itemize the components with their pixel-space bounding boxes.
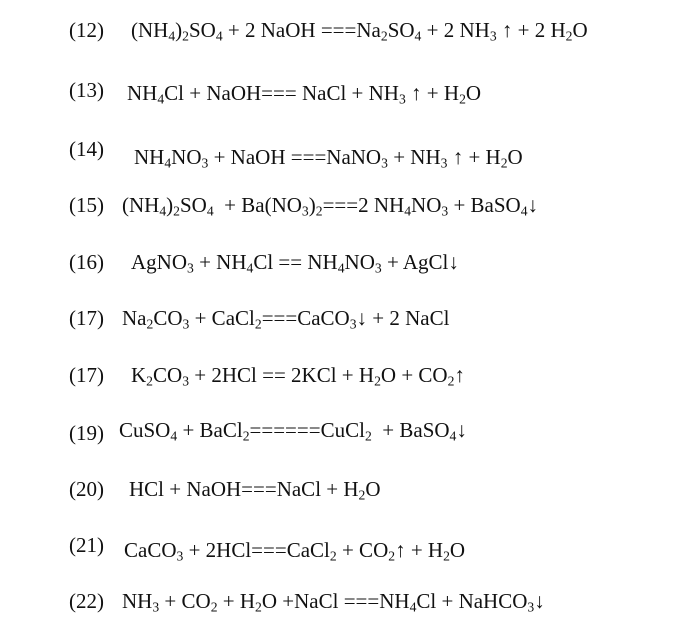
equation-text: $NH_3 + CO_2 + H_2O$ +NaCl $===NH_4Cl$ + NaHCO$_3$↓	[122, 589, 545, 615]
equation-number: (12)	[69, 18, 104, 42]
equation-text: $K_2CO_3 + 2HCl == 2KCl + H_2O$ + $CO_2↑$	[131, 363, 465, 389]
equation-text: $Na_2CO_3$ + CaCl$_2$===CaCO$_3$↓ + 2 NaCl	[122, 306, 450, 332]
equation-text: CaCO$_3$ + 2HCl===CaCl$_2$ + $CO_2↑ + H_2O$	[124, 538, 466, 564]
equation-number: (17)	[69, 363, 104, 387]
equation-number: (20)	[69, 477, 104, 501]
equation-text: $(NH_4)_2SO_4 + Ba(NO_3)_2===2$ $NH_4NO_3$ + BaSO$_4$↓	[122, 193, 539, 219]
equation-number: (13)	[69, 78, 104, 102]
equation-text: AgNO$_3$ + $NH_4Cl == NH_4NO_3$ + AgCl↓	[131, 250, 459, 276]
equation-number: (21)	[69, 533, 104, 557]
equation-number: (17)	[69, 306, 104, 330]
equation-number: (14)	[69, 137, 104, 161]
equation-text: HCl + NaOH===NaCl + $H_2O$	[129, 477, 381, 503]
equation-number: (15)	[69, 193, 104, 217]
equation-number: (16)	[69, 250, 104, 274]
equation-text: $NH_4NO_3$ + NaOH ===NaNO$_3$ + $NH_3$ ↑ + $H_2O$	[134, 145, 523, 171]
equation-number: (19)	[69, 421, 104, 445]
equation-text: $NH_4Cl$ + NaOH=== NaCl + $NH_3$ ↑ + $H_2O$	[127, 81, 482, 107]
equation-number: (22)	[69, 589, 104, 613]
equation-text: $(NH_4)_2SO_4 + 2$ NaOH $===Na_2SO_4 + 2$ $NH_3$ ↑ + 2 $H_2O$	[131, 18, 588, 44]
equation-text: CuSO$_4$ + BaCl$_2$======CuCl$_2$ + BaSO$_4$↓	[119, 418, 467, 444]
